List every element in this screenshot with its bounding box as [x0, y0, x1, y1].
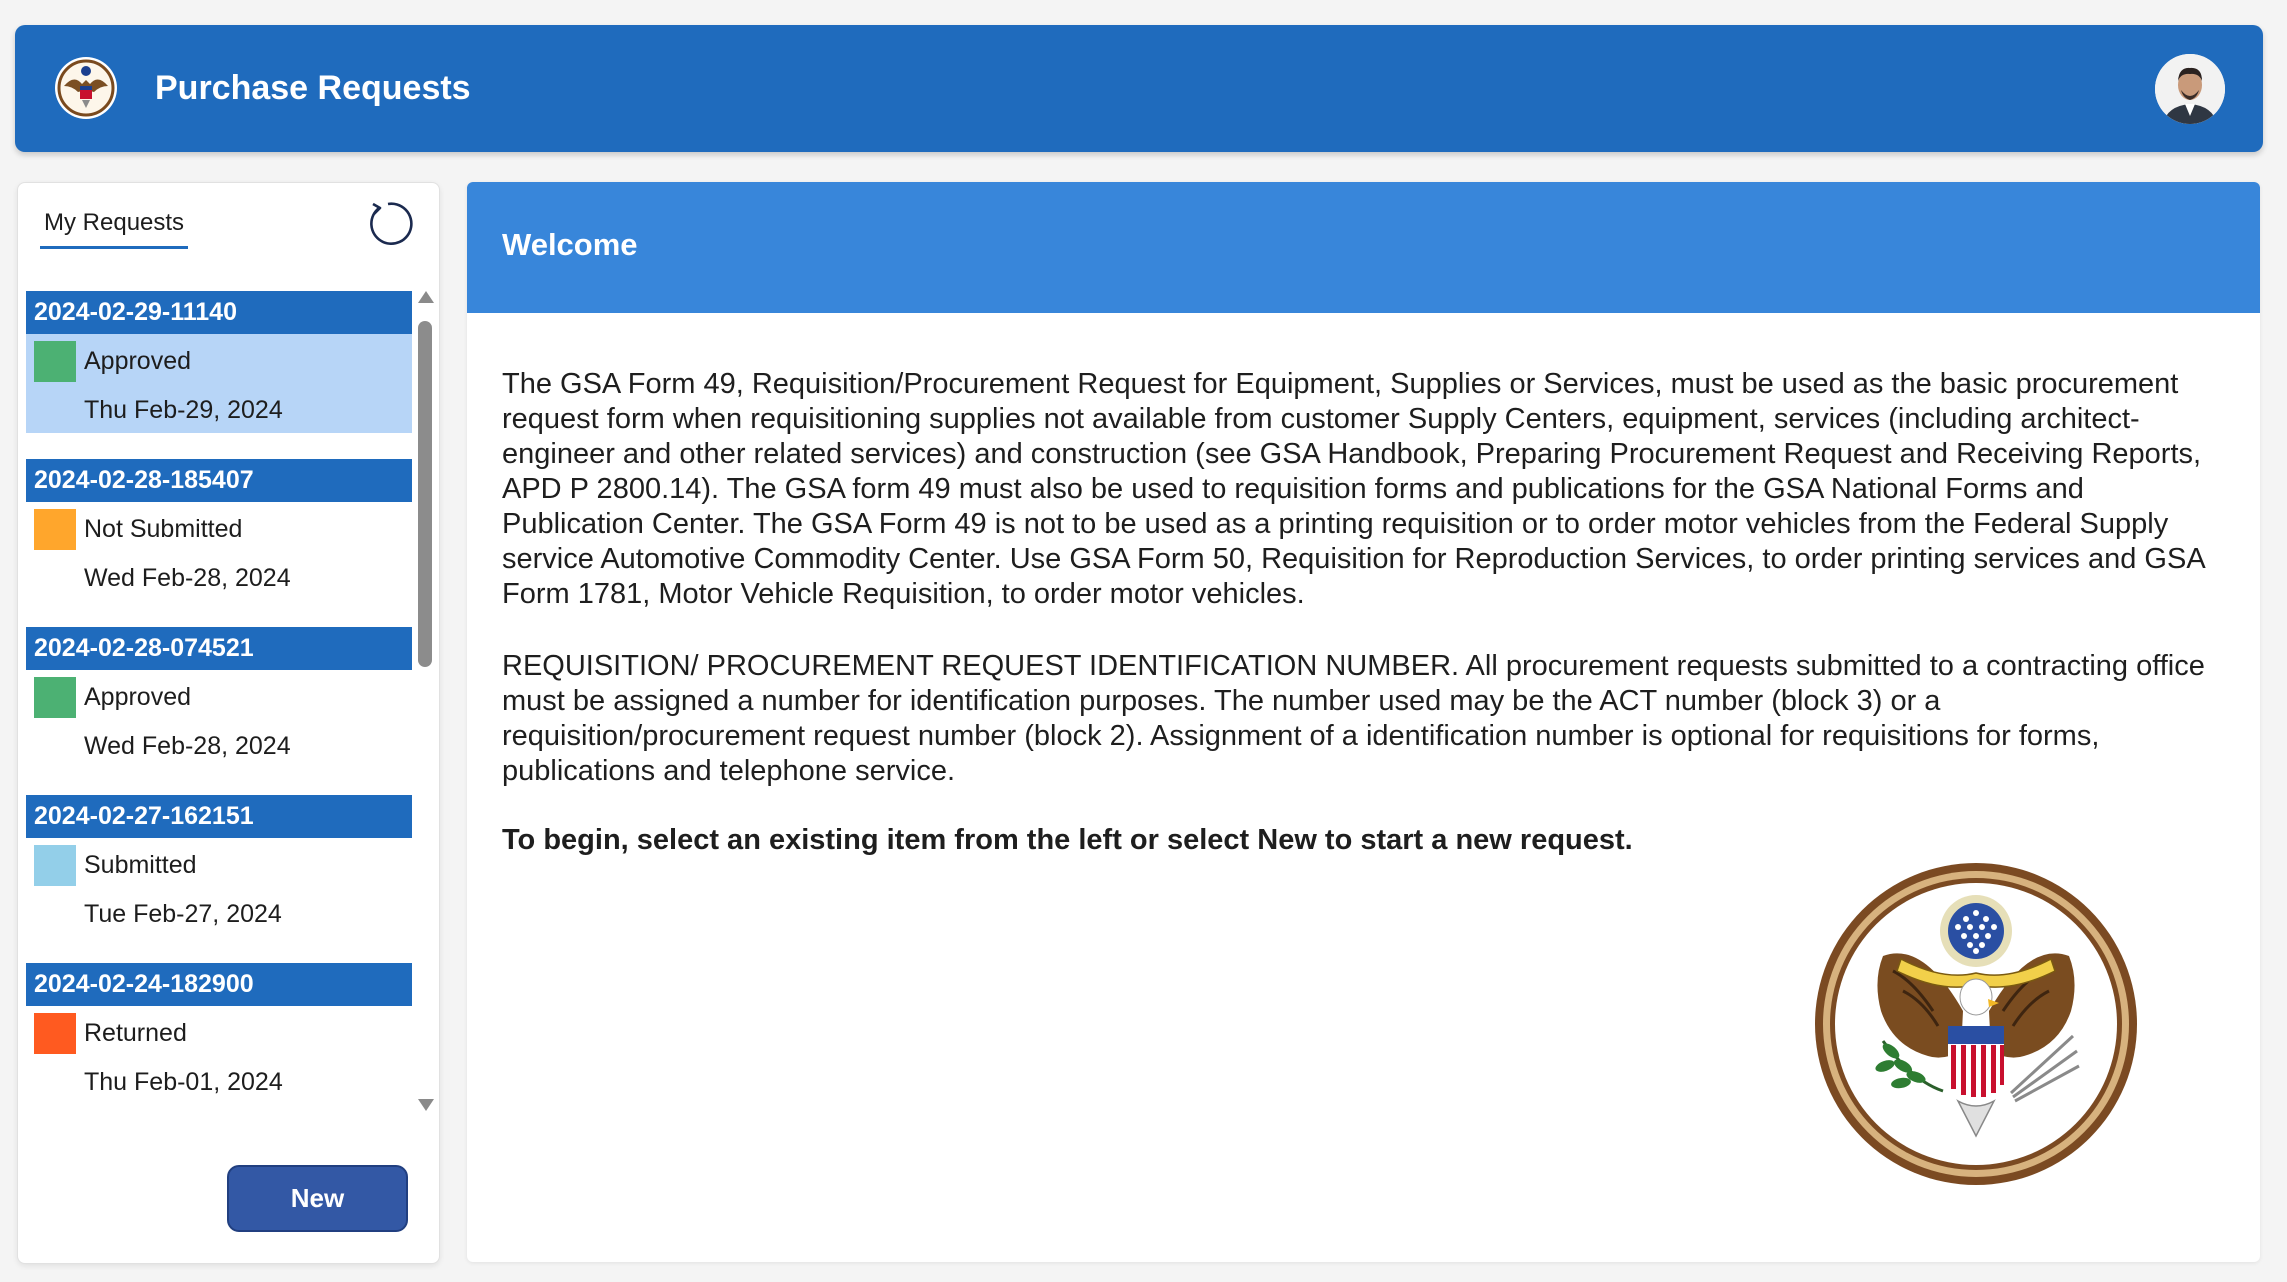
- request-item[interactable]: [26, 459, 412, 627]
- id-number-paragraph: REQUISITION/ PROCUREMENT REQUEST IDENTIFICATION NUMBER. All procurement requests submitted to a contracting office must be assigned a number for identification purposes. The number used may be the ACT number (block 3) or a requisition/procurement request number (block 2). Assignment of a identification number is optional for requisitions for forms, publications and telephone service.: [502, 650, 2205, 787]
- request-id: 2024-02-28-074521: [26, 627, 412, 670]
- status-swatch: [34, 845, 76, 886]
- intro-paragraph: The GSA Form 49, Requisition/Procurement Request for Equipment, Supplies or Services, must be used as the basic procurement request form when requisitioning supplies not available from customer Supply Centers, equipment, services (including architect-engineer and other related services) and construction (see GSA Handbook, Preparing Procurement Request and Receiving Reports, APD P 2800.14). The GSA form 49 must also be used to requisition forms and publications for the GSA National Forms and Publication Center. The GSA Form 49 is not to be used as a printing requisition or to order motor vehicles from the Federal Supply service Automotive Commodity Center. Use GSA Form 50, Requisition for Reproduction Services, to order printing services and GSA Form 1781, Motor Vehicle Requisition, to order motor vehicles.: [502, 368, 2205, 610]
- status-swatch: [34, 677, 76, 718]
- user-avatar[interactable]: [2155, 54, 2225, 124]
- instruction-text: To begin, select an existing item from the left or select New to start a new request.: [502, 824, 1633, 856]
- request-status: Returned: [84, 1019, 187, 1047]
- request-date: Thu Feb-29, 2024: [84, 396, 283, 424]
- scroll-thumb[interactable]: [418, 321, 432, 667]
- requests-panel: [17, 182, 440, 1264]
- scroll-up-arrow-icon[interactable]: [418, 291, 434, 303]
- list-scrollbar[interactable]: [415, 291, 435, 1121]
- status-swatch: [34, 1013, 76, 1054]
- request-item[interactable]: [26, 795, 412, 963]
- request-status: Approved: [84, 347, 192, 375]
- welcome-panel: [467, 182, 2260, 1262]
- request-list: [26, 291, 412, 1121]
- request-id: 2024-02-27-162151: [26, 795, 412, 838]
- request-date: Wed Feb-28, 2024: [84, 732, 291, 760]
- welcome-banner: [467, 182, 2260, 313]
- request-item[interactable]: [26, 291, 412, 459]
- status-swatch: [34, 341, 76, 382]
- request-status: Not Submitted: [84, 515, 243, 543]
- welcome-title: Welcome: [502, 227, 638, 262]
- tab-my-requests[interactable]: My Requests: [40, 206, 188, 249]
- request-item[interactable]: [26, 963, 412, 1121]
- request-status: Approved: [84, 683, 192, 711]
- request-id: 2024-02-24-182900: [26, 963, 412, 1006]
- app-header: [15, 25, 2263, 152]
- great-seal-emblem: [1813, 861, 2139, 1187]
- new-request-button[interactable]: New: [227, 1165, 408, 1232]
- request-id: 2024-02-29-11140: [26, 291, 412, 334]
- request-date: Tue Feb-27, 2024: [84, 900, 282, 928]
- request-date: Thu Feb-01, 2024: [84, 1068, 283, 1096]
- welcome-text: [502, 367, 2227, 895]
- request-item[interactable]: [26, 627, 412, 795]
- person-icon: [2155, 54, 2225, 124]
- app-title: Purchase Requests: [155, 69, 471, 107]
- request-id: 2024-02-28-185407: [26, 459, 412, 502]
- status-swatch: [34, 509, 76, 550]
- scroll-down-arrow-icon[interactable]: [418, 1099, 434, 1111]
- seal-icon: [54, 56, 118, 120]
- request-status: Submitted: [84, 851, 197, 879]
- request-date: Wed Feb-28, 2024: [84, 564, 291, 592]
- refresh-icon[interactable]: [363, 199, 413, 249]
